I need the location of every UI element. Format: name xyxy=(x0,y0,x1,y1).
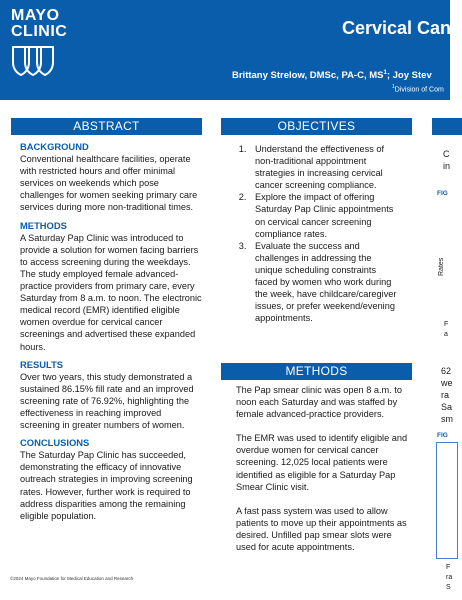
affiliation-sup: 1 xyxy=(392,84,395,90)
conclusions-heading: CONCLUSIONS xyxy=(20,437,90,449)
affiliation-line xyxy=(392,84,444,93)
mayo-clinic-logo xyxy=(11,8,71,78)
authors-main: Brittany Strelow, DMSc, PA-C, MS xyxy=(232,70,384,82)
abstract-methods-text: A Saturday Pap Clinic was introduced to provide a solution for women facing barriers to access screening during the weekdays. The study employed female advanced-practice providers from primary care, every Saturday from 8 a.m. to noon. The electronic medical record (EMR) identified eligible women overdue for cervical cancer screenings and advertised these expanded hours. xyxy=(20,232,202,352)
methods-paragraph-1: The Pap smear clinic was open 8 a.m. to noon each Saturday and was staffed by female advanced-practice providers. xyxy=(236,385,402,420)
objectives-heading: OBJECTIVES xyxy=(221,118,412,135)
rates-axis-label: Rates xyxy=(438,257,445,276)
objective-item: 3. Evaluate the success and challenges in addressing the unique scheduling constraints faced by women who work during the week, have childcare/caregiver issues, or prefer weekend/evening appointments. xyxy=(249,240,398,325)
figure-2-label: FIG xyxy=(437,432,448,439)
results-heading-bar xyxy=(432,118,462,135)
results-text: Over two years, this study demonstrated a sustained 86.15% fill rate and an improved screening rate of 76.92%, highlighting the effectiveness in reaching improved screening in greater numbers of women. xyxy=(20,371,194,431)
authors-sup: 1 xyxy=(383,70,387,76)
right-fragment-f3: F xyxy=(446,564,451,571)
right-fragment-sm: sm xyxy=(441,414,453,424)
right-fragment-we: we xyxy=(441,378,453,388)
right-fragment-1: C xyxy=(443,149,450,159)
figure-1-label: FIG xyxy=(437,190,448,197)
methods-paragraph-3: A fast pass system was used to allow patients to move up their appointments as desired. Unfilled pap smear slots were used for acute appointments. xyxy=(236,505,407,553)
results-heading: RESULTS xyxy=(20,358,64,370)
conclusions-text: The Saturday Pap Clinic has succeeded, demonstrating the efficacy of innovative outreach strategies in improving screening rates. However, further work is required to address disparities among the remaining eligible population. xyxy=(20,450,193,521)
right-fragment-62: 62 xyxy=(441,366,452,376)
methods-heading: METHODS xyxy=(221,363,412,380)
methods-paragraph-2: The EMR was used to identify eligible and overdue women for cervical cancer screening. 12,025 local patients were identified as eligible for a Saturday Pap Smear Clinic visit. xyxy=(236,433,408,492)
right-fragment-s: S xyxy=(446,584,451,591)
methods-column xyxy=(236,384,410,565)
three-shields-icon xyxy=(11,44,55,78)
right-fragment-a: a xyxy=(444,331,448,338)
poster-header xyxy=(0,0,450,100)
objective-item: 2. Explore the impact of offering Saturday Pap Clinic appointments on cervical cancer screening compliance rates. xyxy=(249,191,398,239)
figure-2-chart-frame xyxy=(436,442,458,559)
poster-title: Cervical Can xyxy=(342,18,452,38)
abstract-column xyxy=(20,139,202,522)
background-text: Conventional healthcare facilities, operate with restricted hours and offer minimal services on weekends which pose challenges for women seeking primary care services during more non-traditional times. xyxy=(20,154,198,213)
copyright-notice: ©2024 Mayo Foundation for Medical Education and Research xyxy=(10,576,134,581)
right-fragment-ra2: ra xyxy=(446,574,453,581)
affiliation-text: Division of Com xyxy=(394,86,444,94)
objectives-column xyxy=(222,143,398,324)
right-fragment-ra: ra xyxy=(441,390,450,400)
logo-line-2: CLINIC xyxy=(11,23,68,40)
abstract-heading: ABSTRACT xyxy=(11,118,202,135)
objective-item: 1. Understand the effectiveness of non-traditional appointment strategies in increasing cervical cancer screening compliance. xyxy=(249,143,398,191)
logo-line-1: MAYO xyxy=(11,7,60,24)
right-fragment-f1: F xyxy=(444,321,449,328)
authors-rest: ; Joy Stev xyxy=(386,70,432,82)
abstract-methods-heading: METHODS xyxy=(20,219,67,231)
authors-line xyxy=(232,70,432,81)
right-fragment-2: in xyxy=(443,161,451,171)
objectives-list xyxy=(222,143,398,324)
background-heading: BACKGROUND xyxy=(20,141,89,152)
right-fragment-sa: Sa xyxy=(441,402,453,412)
